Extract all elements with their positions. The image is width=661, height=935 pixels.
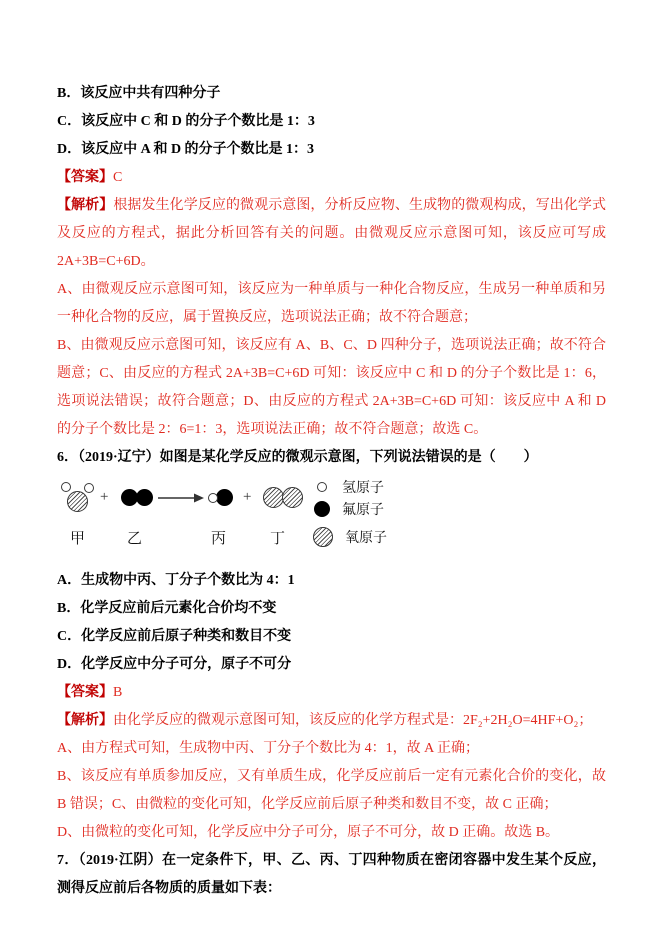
analysis-paragraph: A、由微观反应示意图可知，该反应为一种单质与一种化合物反应，生成另一种单质和另一种化合物的反应，属于置换反应，选项说法正确；故不符合题意； (57, 282, 606, 325)
analysis-paragraph (57, 707, 606, 735)
option-d: D．该反应中 A 和 D 的分子个数比是 1：3 (57, 142, 315, 157)
analysis-marker: 【解析】 (57, 713, 113, 728)
analysis-paragraph: B、由微观反应示意图可知，该反应有 A、B、C、D 四种分子，选项说法正确；故不符合题意；C、由反应的方程式 2A+3B=C+6D 可知：该反应中 C 和 D 的分子个数比是 1：6，选项说法错误；故符合题意；D、由反应的方程式 2A+3B=C+6D 可知：该反应中 A 和 D 的分子个数比是 2：6=1：3，选项说法正确；故不符合题意；故选 C。 (57, 338, 606, 437)
atom-legend (313, 475, 423, 555)
analysis-paragraph (57, 192, 606, 276)
plus-sign: + (243, 489, 252, 505)
fluorine-atom-icon (136, 489, 153, 506)
reaction-arrow-icon (158, 492, 204, 504)
fluorine-atom-icon (314, 501, 330, 517)
legend-fluorine (313, 499, 384, 519)
answer-line-q5 (57, 164, 606, 192)
molecule-bing-hf (208, 489, 233, 506)
legend-oxygen (313, 527, 387, 547)
hydrogen-atom-icon (61, 482, 71, 492)
molecule-label-yi: 乙 (127, 531, 143, 547)
analysis-text: 由化学反应的微观示意图可知，该反应的化学方程式是：2F₂+2H₂O=4HF+O₂； (113, 713, 593, 728)
hydrogen-atom-icon (84, 483, 94, 493)
analysis-paragraph: B、该反应有单质参加反应，又有单质生成，化学反应前后一定有元素化合价的变化，故 B 错误；C、由微粒的变化可知，化学反应前后原子种类和数目不变，故 C 正确； (57, 769, 606, 812)
answer-marker: 【答案】 (57, 685, 113, 700)
analysis-marker: 【解析】 (57, 198, 114, 213)
answer-line-q6 (57, 679, 606, 707)
option-d: D．化学反应中分子可分，原子不可分 (57, 657, 292, 672)
molecule-label-bing: 丙 (211, 531, 227, 547)
molecule-label-ding: 丁 (270, 531, 286, 547)
reaction-diagram (57, 475, 606, 561)
hydrogen-atom-icon (208, 493, 218, 503)
option-b: B．化学反应前后元素化合价均不变 (57, 601, 277, 616)
legend-hydrogen-label: 氢原子 (342, 481, 384, 496)
legend-hydrogen (313, 477, 384, 497)
document-page (57, 80, 606, 903)
answer-marker: 【答案】 (57, 170, 113, 185)
hydrogen-atom-icon (317, 482, 327, 492)
molecule-ding-o2 (263, 487, 303, 508)
oxygen-atom-icon (313, 527, 333, 547)
legend-fluorine-label: 氟原子 (342, 503, 384, 518)
fluorine-atom-icon (216, 489, 233, 506)
option-a: A．生成物中丙、丁分子个数比为 4：1 (57, 573, 295, 588)
oxygen-atom-icon (282, 487, 303, 508)
question-6-stem: 6．（2019·辽宁）如图是某化学反应的微观示意图，下列说法错误的是（ ） (57, 450, 538, 465)
analysis-text: 根据发生化学反应的微观示意图，分析反应物、生成物的微观构成，写出化学式及反应的方程式，据此分析回答有关的问题。由微观反应示意图可知，该反应可写成 2A+3B=C+6D。 (57, 198, 607, 269)
legend-oxygen-label: 氧原子 (345, 531, 387, 546)
option-c: C．化学反应前后原子种类和数目不变 (57, 629, 292, 644)
oxygen-atom-icon (67, 491, 88, 512)
option-b: B．该反应中共有四种分子 (57, 86, 221, 101)
molecule-yi-f2 (121, 489, 153, 506)
answer-value: C (113, 170, 123, 185)
molecule-label-jia: 甲 (70, 531, 86, 547)
oxygen-atom-icon (263, 487, 284, 508)
option-c: C．该反应中 C 和 D 的分子个数比是 1：3 (57, 114, 315, 129)
analysis-paragraph: A、由方程式可知，生成物中丙、丁分子个数比为 4：1，故 A 正确； (57, 741, 479, 756)
answer-value: B (113, 685, 123, 700)
molecule-jia-h2o (61, 481, 95, 513)
question-7-stem: 7．（2019·江阴）在一定条件下，甲、乙、丙、丁四种物质在密闭容器中发生某个反应，测得反应前后各物质的质量如下表： (57, 853, 606, 896)
analysis-paragraph: D、由微粒的变化可知，化学反应中分子可分，原子不可分，故 D 正确。故选 B。 (57, 825, 560, 840)
plus-sign: + (100, 489, 109, 505)
